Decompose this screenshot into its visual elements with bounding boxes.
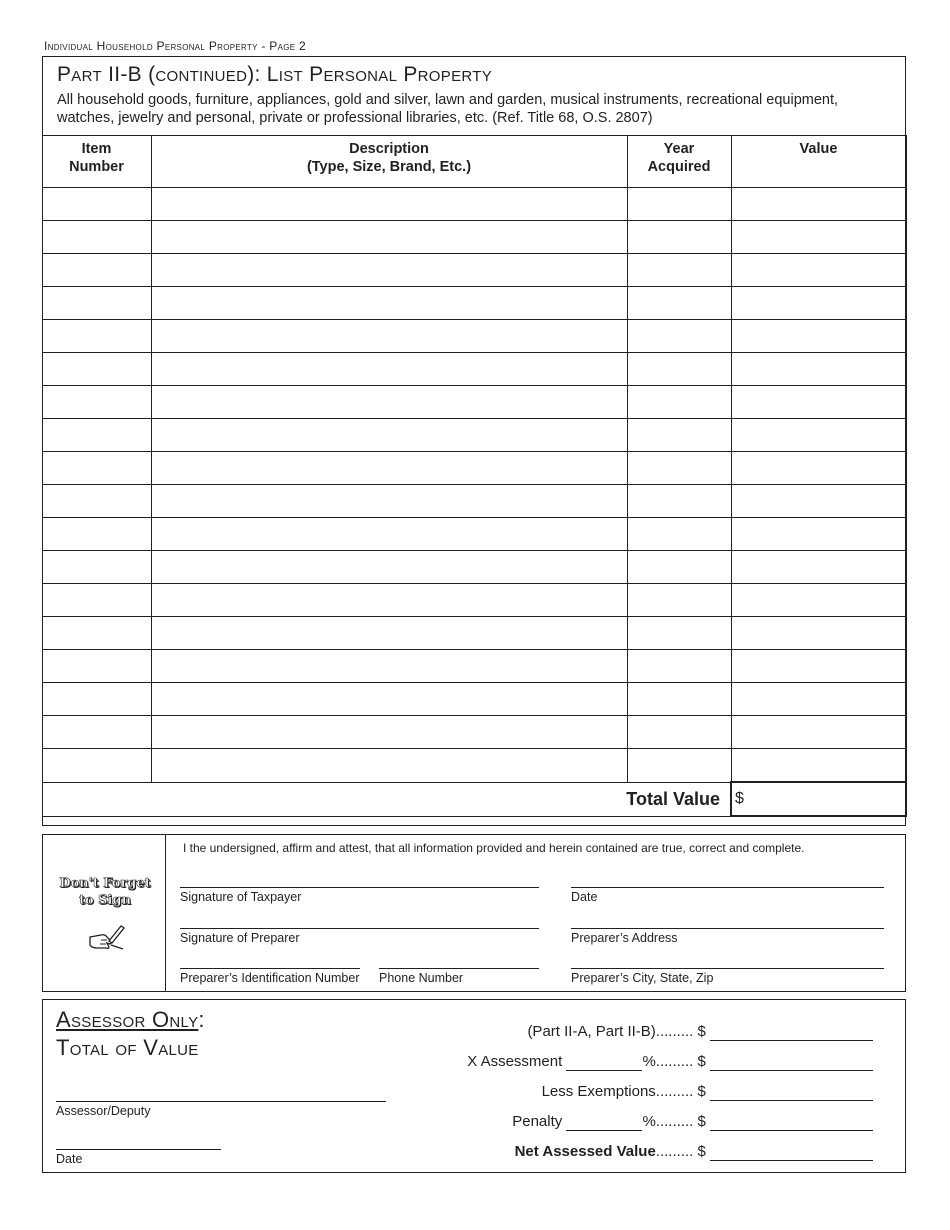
description-cell[interactable]	[151, 716, 627, 749]
net-assessed-value-field[interactable]	[710, 1143, 873, 1161]
preparer-address-label: Preparer’s Address	[571, 931, 678, 945]
year-acquired-cell[interactable]	[627, 518, 731, 551]
affirmation-text: I the undersigned, affirm and attest, that all information provided and herein contained are true, correct and complete.	[183, 841, 805, 855]
date-line[interactable]	[571, 887, 884, 888]
description-cell[interactable]	[151, 551, 627, 584]
assessor-date-label: Date	[56, 1152, 83, 1166]
value-cell[interactable]	[731, 419, 906, 452]
description-cell[interactable]	[151, 485, 627, 518]
taxpayer-signature-label: Signature of Taxpayer	[180, 890, 302, 904]
preparer-id-label: Preparer’s Identification Number	[180, 971, 360, 985]
year-acquired-cell[interactable]	[627, 551, 731, 584]
year-acquired-cell[interactable]	[627, 188, 731, 221]
item-number-cell[interactable]	[42, 683, 151, 716]
percent-sign: %	[642, 1113, 656, 1130]
table-row	[42, 485, 906, 518]
item-number-cell[interactable]	[42, 617, 151, 650]
item-number-cell[interactable]	[42, 650, 151, 683]
calc-row-exemptions	[542, 1083, 873, 1101]
preparer-signature-line[interactable]	[180, 928, 539, 929]
item-number-cell[interactable]	[42, 452, 151, 485]
column-header-line: Number	[69, 159, 124, 175]
description-cell[interactable]	[151, 188, 627, 221]
year-acquired-cell[interactable]	[627, 320, 731, 353]
value-cell[interactable]	[731, 716, 906, 749]
description-cell[interactable]	[151, 320, 627, 353]
column-header-line: Year	[663, 141, 695, 157]
column-header-description	[151, 136, 627, 188]
column-header-year-acquired	[627, 136, 731, 188]
assessor-title-colon: :	[198, 1007, 205, 1032]
table-row	[42, 617, 906, 650]
value-cell[interactable]	[731, 518, 906, 551]
value-cell[interactable]	[731, 749, 906, 783]
column-header-value	[731, 136, 906, 188]
table-header-row	[42, 136, 906, 188]
signature-section	[42, 834, 906, 992]
value-cell[interactable]	[731, 452, 906, 485]
leader-dots: .........	[655, 1113, 694, 1130]
year-acquired-cell[interactable]	[627, 221, 731, 254]
table-row	[42, 254, 906, 287]
description-cell[interactable]	[151, 650, 627, 683]
leader-dots: .........	[655, 1053, 694, 1070]
phone-label: Phone Number	[379, 971, 464, 985]
table-row	[42, 320, 906, 353]
dollar-sign: $	[697, 1143, 706, 1160]
assessment-percent-field[interactable]	[566, 1053, 642, 1071]
calc-label: Less Exemptions	[541, 1083, 656, 1100]
dollar-sign: $	[735, 790, 744, 807]
dollar-sign: $	[697, 1113, 706, 1130]
value-cell[interactable]	[731, 320, 906, 353]
column-header-item-number	[42, 136, 151, 188]
preparer-id-line[interactable]	[180, 968, 360, 969]
assessor-section	[42, 999, 906, 1173]
value-cell[interactable]	[731, 617, 906, 650]
page-header: Individual Household Personal Property - Page 2	[44, 39, 307, 53]
year-acquired-cell[interactable]	[627, 254, 731, 287]
year-acquired-cell[interactable]	[627, 386, 731, 419]
value-cell[interactable]	[731, 254, 906, 287]
year-acquired-cell[interactable]	[627, 584, 731, 617]
table-row	[42, 452, 906, 485]
sign-reminder-panel	[43, 835, 166, 991]
table-row	[42, 221, 906, 254]
calc-label: Net Assessed Value	[514, 1143, 656, 1160]
value-cell[interactable]	[731, 683, 906, 716]
dollar-sign: $	[697, 1083, 706, 1100]
table-row	[42, 551, 906, 584]
table-row	[42, 419, 906, 452]
calc-label: (Part II-A, Part II-B)	[527, 1023, 656, 1040]
year-acquired-cell[interactable]	[627, 617, 731, 650]
percent-sign: %	[642, 1053, 656, 1070]
description-cell[interactable]	[151, 749, 627, 783]
table-row	[42, 386, 906, 419]
calc-row-assessment	[467, 1053, 873, 1071]
date-label: Date	[571, 890, 598, 904]
part-iib-section	[42, 56, 906, 826]
preparer-city-label: Preparer’s City, State, Zip	[571, 971, 714, 985]
calc-label: Penalty	[512, 1113, 563, 1130]
description-cell[interactable]	[151, 386, 627, 419]
calc-label: X Assessment	[467, 1053, 563, 1070]
value-cell[interactable]	[731, 584, 906, 617]
sign-reminder-line: to Sign	[78, 893, 132, 908]
total-value-field[interactable]	[731, 782, 906, 816]
hand-writing-pen-icon	[87, 923, 127, 953]
property-table	[42, 135, 908, 817]
item-number-cell[interactable]	[42, 749, 151, 783]
year-acquired-cell[interactable]	[627, 485, 731, 518]
preparer-city-line[interactable]	[571, 968, 884, 969]
value-cell[interactable]	[731, 386, 906, 419]
description-cell[interactable]	[151, 353, 627, 386]
description-cell[interactable]	[151, 254, 627, 287]
year-acquired-cell[interactable]	[627, 419, 731, 452]
description-cell[interactable]	[151, 518, 627, 551]
value-cell[interactable]	[731, 650, 906, 683]
table-row	[42, 287, 906, 320]
total-value-label: Total Value	[42, 782, 731, 816]
description-cell[interactable]	[151, 221, 627, 254]
year-acquired-cell[interactable]	[627, 683, 731, 716]
item-number-cell[interactable]	[42, 188, 151, 221]
description-cell[interactable]	[151, 287, 627, 320]
table-row	[42, 716, 906, 749]
item-number-cell[interactable]	[42, 287, 151, 320]
value-cell[interactable]	[731, 221, 906, 254]
year-acquired-cell[interactable]	[627, 452, 731, 485]
assessor-deputy-line[interactable]	[56, 1101, 386, 1102]
item-number-cell[interactable]	[42, 254, 151, 287]
description-cell[interactable]	[151, 617, 627, 650]
sign-reminder	[53, 875, 157, 909]
dollar-sign: $	[697, 1023, 706, 1040]
item-number-cell[interactable]	[42, 518, 151, 551]
penalty-percent-field[interactable]	[566, 1113, 642, 1131]
description-cell[interactable]	[151, 584, 627, 617]
description-cell[interactable]	[151, 419, 627, 452]
column-header-line: Item	[81, 141, 112, 157]
total-row	[42, 782, 906, 816]
leader-dots: .........	[655, 1023, 694, 1040]
table-row	[42, 683, 906, 716]
sign-reminder-line: Don't Forget	[59, 876, 151, 891]
column-header-line: (Type, Size, Brand, Etc.)	[306, 159, 472, 175]
column-header-line: Acquired	[647, 159, 711, 175]
table-row	[42, 188, 906, 221]
section-description: All household goods, furniture, appliances, gold and silver, lawn and garden, musical instruments, recreational equipment, watches, jewelry and personal, private or professional libraries, etc. (Ref. Title 68, O.S. 2807)	[57, 92, 839, 126]
year-acquired-cell[interactable]	[627, 650, 731, 683]
value-cell[interactable]	[731, 188, 906, 221]
assessor-title-line: Total of Value	[56, 1035, 199, 1060]
description-cell[interactable]	[151, 683, 627, 716]
year-acquired-cell[interactable]	[627, 353, 731, 386]
item-number-cell[interactable]	[42, 386, 151, 419]
item-number-cell[interactable]	[42, 551, 151, 584]
parts-total-field[interactable]	[710, 1023, 873, 1041]
phone-line[interactable]	[379, 968, 539, 969]
item-number-cell[interactable]	[42, 485, 151, 518]
value-cell[interactable]	[731, 485, 906, 518]
column-header-line: Description	[349, 141, 429, 157]
section-title: Part II-B (continued): List Personal Property	[57, 63, 493, 86]
assessment-amount-field[interactable]	[710, 1053, 873, 1071]
item-number-cell[interactable]	[42, 221, 151, 254]
description-cell[interactable]	[151, 452, 627, 485]
item-number-cell[interactable]	[42, 584, 151, 617]
preparer-signature-label: Signature of Preparer	[180, 931, 300, 945]
calc-row-parts	[527, 1023, 873, 1041]
year-acquired-cell[interactable]	[627, 749, 731, 783]
penalty-amount-field[interactable]	[710, 1113, 873, 1131]
taxpayer-signature-line[interactable]	[180, 887, 539, 888]
table-row	[42, 650, 906, 683]
exemptions-amount-field[interactable]	[710, 1083, 873, 1101]
table-row	[42, 353, 906, 386]
assessor-title-line: Assessor Only	[56, 1007, 199, 1032]
dollar-sign: $	[697, 1053, 706, 1070]
item-number-cell[interactable]	[42, 320, 151, 353]
item-number-cell[interactable]	[42, 419, 151, 452]
value-cell[interactable]	[731, 353, 906, 386]
assessor-deputy-label: Assessor/Deputy	[56, 1104, 151, 1118]
table-row	[42, 518, 906, 551]
value-cell[interactable]	[731, 287, 906, 320]
leader-dots: .........	[655, 1143, 694, 1160]
calc-row-net	[515, 1143, 873, 1161]
assessor-date-line[interactable]	[56, 1149, 221, 1150]
leader-dots: .........	[655, 1083, 694, 1100]
table-row	[42, 584, 906, 617]
table-row	[42, 749, 906, 783]
item-number-cell[interactable]	[42, 353, 151, 386]
preparer-address-line[interactable]	[571, 928, 884, 929]
column-header-line: Value	[799, 141, 838, 157]
item-number-cell[interactable]	[42, 716, 151, 749]
value-cell[interactable]	[731, 551, 906, 584]
year-acquired-cell[interactable]	[627, 716, 731, 749]
calc-row-penalty	[512, 1113, 873, 1131]
year-acquired-cell[interactable]	[627, 287, 731, 320]
assessor-title	[56, 1006, 205, 1062]
